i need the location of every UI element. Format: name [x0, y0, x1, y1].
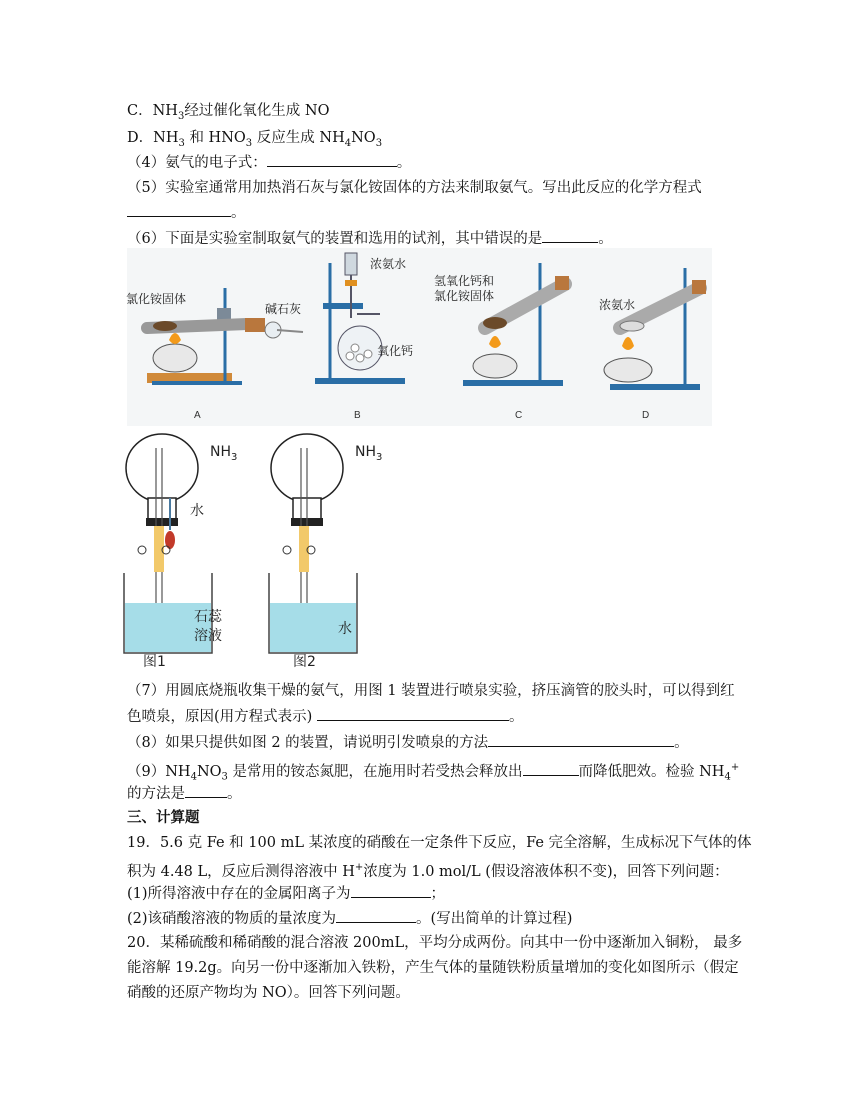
- question-7-line1: （7）用圆底烧瓶收集干燥的氨气，用图 1 装置进行喷泉实验，挤压滴管的胶头时，可以得到红: [127, 683, 735, 699]
- label-calcium-oxide: 氧化钙: [377, 344, 414, 358]
- caption-a: A: [194, 410, 201, 421]
- question-7-line2: 色喷泉，原因(用方程式表示) 。: [127, 706, 523, 727]
- q19-part2: (2)该硝酸溶液的物质的量浓度为 。(写出简单的计算过程): [127, 908, 572, 929]
- caption-c: C: [515, 410, 523, 421]
- fig2-caption: 图2: [293, 654, 316, 670]
- fountain-fig2-drawing: [265, 428, 385, 673]
- fig1-litmus-label-1: 石蕊: [194, 609, 222, 625]
- fig2-water-label: 水: [338, 621, 352, 637]
- option-c: C．$NH_3$经过催化氧化生成 NO: [127, 103, 330, 122]
- label-conc-ammonia-b: 浓氨水: [370, 257, 407, 271]
- option-d: D．$NH_3$ 和 $HNO_3$ 反应生成 $NH_4NO_3$: [127, 130, 383, 149]
- question-5: （5）实验室通常用加热消石灰与氯化铵固体的方法来制取氨气。写出此反应的化学方程式: [127, 180, 702, 196]
- question-9-line1: $(9)NH_4NO_3$ 是常用的铵态氮肥，在施用时若受热会释放出 而降低肥效。检验 $NH_4^+$: [127, 762, 740, 783]
- fountain-fig1-drawing: [120, 428, 240, 673]
- answer-blank[interactable]: [267, 152, 397, 167]
- section-title: 三、计算题: [127, 809, 200, 826]
- apparatus-a-drawing: [127, 248, 307, 426]
- caption-d: D: [642, 410, 650, 421]
- answer-blank[interactable]: [523, 761, 579, 776]
- answer-blank[interactable]: [542, 228, 598, 243]
- q19-part1: (1)所得溶液中存在的金属阳离子为 ；: [127, 883, 445, 904]
- answer-blank[interactable]: [488, 732, 674, 747]
- q20-line3: 硝酸的还原产物均为 NO）。回答下列问题。: [127, 985, 410, 1001]
- question-4: （4）氨气的电子式： 。: [127, 152, 411, 173]
- fig1-litmus-label-2: 溶液: [194, 628, 222, 644]
- question-5-blank: 。: [127, 202, 246, 223]
- fig1-caption: 图1: [143, 654, 166, 670]
- label-ammonium-chloride: 氯化铵固体: [126, 292, 187, 306]
- apparatus-b-drawing: [305, 248, 425, 426]
- caption-b: B: [354, 410, 361, 421]
- q19-line2: 积为 4.48 L，反应后测得溶液中 H+浓度为 1.0 mol/L (假设溶液体积不变)，回答下列问题：: [127, 862, 729, 880]
- answer-blank[interactable]: [336, 908, 416, 923]
- label-ammonium-chloride-c: 氯化铵固体: [434, 289, 495, 303]
- label-soda-lime: 碱石灰: [265, 302, 302, 316]
- q20-line2: 能溶解 19.2g。向另一份中逐渐加入铁粉，产生气体的量随铁粉质量增加的变化如图所示（假定: [127, 960, 739, 976]
- label-calcium-hydroxide: 氢氧化钙和: [434, 274, 495, 288]
- question-6: （6）下面是实验室制取氨气的装置和选用的试剂，其中错误的是 。: [127, 228, 613, 249]
- fig1-gas-label: $NH_3$: [210, 444, 238, 463]
- apparatus-d-drawing: [590, 248, 720, 426]
- q19-line1: 19．5.6 克 Fe 和 100 mL 某浓度的硝酸在一定条件下反应，Fe 完全溶解，生成标况下气体的体: [127, 835, 752, 851]
- q20-line1: 20．某稀硫酸和稀硝酸的混合溶液 200mL，平均分成两份。向其中一份中逐渐加入铜粉， 最多: [127, 935, 743, 951]
- answer-blank[interactable]: [317, 706, 509, 721]
- answer-blank[interactable]: [127, 202, 231, 217]
- question-8: （8）如果只提供如图 2 的装置，请说明引发喷泉的方法 。: [127, 732, 689, 753]
- fig2-gas-label: $NH_3$: [355, 444, 383, 463]
- question-9-line2: 的方法是 。: [127, 783, 242, 804]
- answer-blank[interactable]: [185, 783, 227, 798]
- fig1-water-label: 水: [190, 503, 204, 519]
- answer-blank[interactable]: [351, 883, 431, 898]
- label-conc-ammonia-d: 浓氨水: [599, 298, 636, 312]
